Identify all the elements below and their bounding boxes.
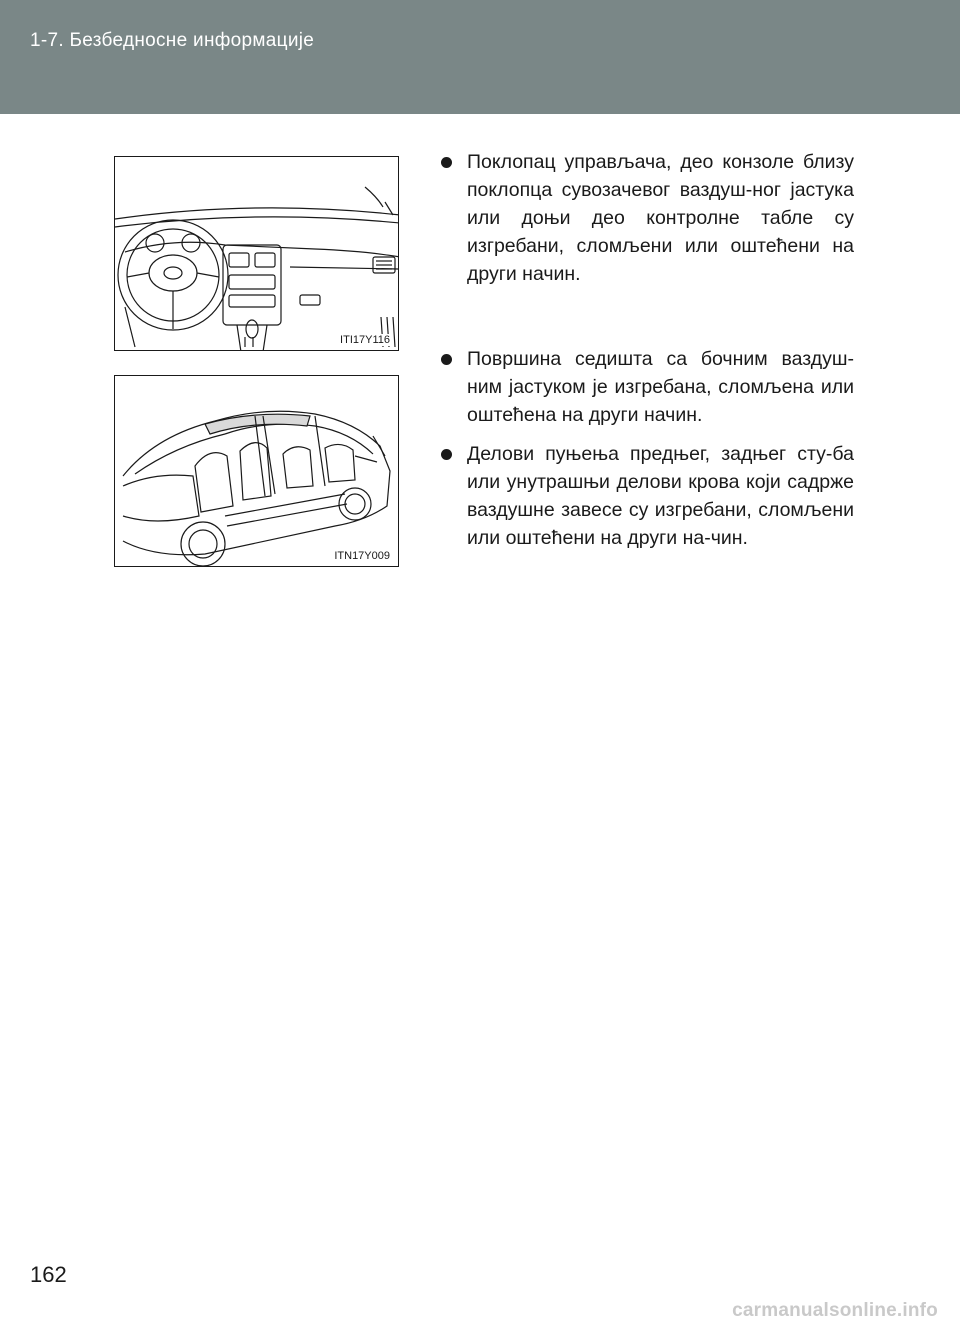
bullet-text: Поклопац управљача, део конзоле близу поклопца сувозачевог ваздуш-ног јастука или доњи део контролне табле су изгребани, сломљени или оштећени на други начин.: [467, 151, 854, 285]
bullet-list-top: [440, 148, 854, 299]
bullet-dot-icon: [441, 449, 452, 460]
bullet-list-bottom: [440, 345, 854, 563]
page-number: 162: [30, 1262, 67, 1287]
bullet-dot-icon: [441, 354, 452, 365]
car-interior-figure: [114, 375, 399, 567]
bullet-dot-icon: [441, 157, 452, 168]
bullet-text: Делови пуњења предњег, задњег сту-ба или унутрашњи делови крова који садрже ваздушне завесе су изгребани, сломљени или оштећени на други на-чин.: [467, 443, 854, 549]
section-header: [0, 0, 960, 114]
dashboard-illustration-icon: [115, 157, 399, 351]
figure-code: ITN17Y009: [334, 550, 390, 562]
figure-code: ITI17Y116: [340, 334, 390, 346]
bullet-item: [440, 148, 854, 288]
bullet-item: [440, 440, 854, 552]
bullet-text: Површина седишта са бочним ваздуш-ним јастуком је изгребана, сломљена или оштећена на други начин.: [467, 348, 854, 426]
watermark: carmanualsonline.info: [732, 1300, 938, 1321]
bullet-item: [440, 345, 854, 429]
car-interior-illustration-icon: [115, 376, 399, 567]
section-title: 1-7. Безбедносне информације: [30, 30, 315, 51]
dashboard-figure: [114, 156, 399, 351]
